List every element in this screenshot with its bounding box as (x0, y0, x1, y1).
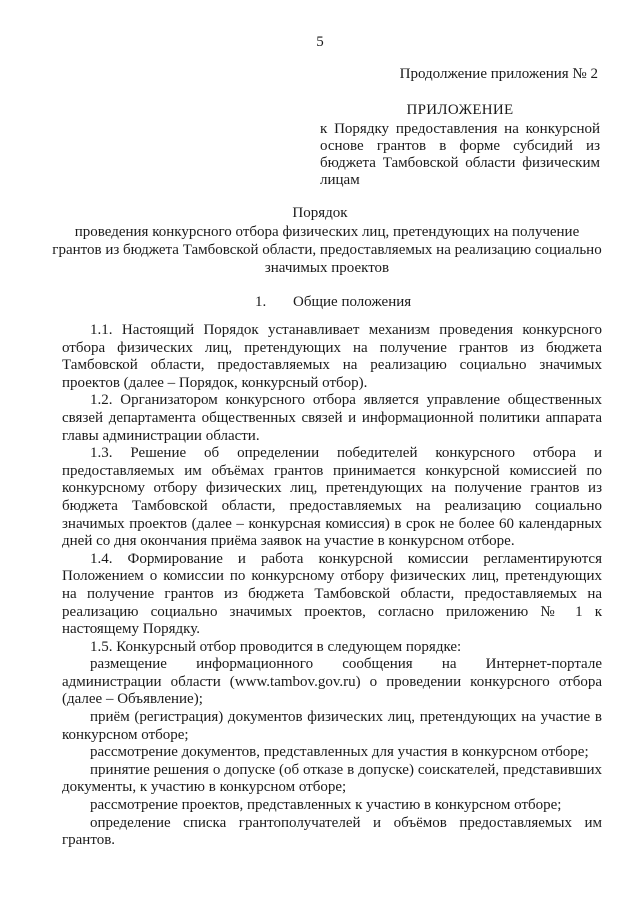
section-number: 1. (255, 294, 267, 310)
appendix-title: ПРИЛОЖЕНИЕ (406, 102, 514, 118)
section-title: Общие положения (293, 294, 412, 310)
paragraph: рассмотрение документов, представленных для участия в конкурсном отборе; (90, 744, 589, 761)
document-subtitle: проведения конкурсного отбора физических лиц, претендующих на получение грантов из бюджета Тамбовской области, предоставляемых на реализацию социально значимых проектов (52, 224, 602, 276)
appendix-line: бюджета Тамбовской области физическим (320, 155, 600, 171)
section-heading (255, 294, 411, 311)
paragraph: принятие решения о допуске (об отказе в допуске) соискателей, представивших документы, к участию в конкурсном отборе; (62, 761, 602, 796)
document-body (62, 322, 602, 850)
continuation-note: Продолжение приложения № 2 (399, 66, 598, 82)
appendix-reference (320, 121, 600, 189)
paragraph: 1.1. Настоящий Порядок устанавливает механизм проведения конкурсного отбора физических лиц, претендующих на получение грантов из бюджета Тамбовской области, предоставляемых на реализацию социально значимых проектов (далее – Порядок, конкурсный отбор). (62, 322, 602, 391)
paragraph: 1.2. Организатором конкурсного отбора является управление общественных связей департамента общественных связей и информационной политики аппарата главы администрации области. (62, 392, 602, 444)
paragraph: 1.5. Конкурсный отбор проводится в следующем порядке: (90, 638, 462, 655)
paragraph: рассмотрение проектов, представленных к участию в конкурсном отборе; (90, 797, 562, 814)
paragraph: размещение информационного сообщения на Интернет-портале администрации области (www.tambov.gov.ru) о проведении конкурсного отбора (далее – Объявление); (62, 656, 602, 708)
page-number: 5 (316, 34, 324, 50)
paragraph: 1.4. Формирование и работа конкурсной комиссии регламентируются Положением о комиссии по конкурсному отбору физических лиц, претендующих на получение грантов из бюджета Тамбовской области, предоставляемых на реализацию социально значимых проектов, согласно приложению № 1 к настоящему Порядку. (62, 550, 602, 638)
appendix-line: основе грантов в форме субсидий из (320, 138, 600, 154)
document-title: Порядок (292, 205, 348, 221)
appendix-line: лицам (320, 172, 360, 188)
paragraph: 1.3. Решение об определении победителей конкурсного отбора и предоставляемых им объёмах грантов принимается конкурсной комиссией по конкурсному отбору физических лиц, претендующих на получение грантов из бюджета Тамбовской области, предоставляемых на реализацию социально значимых проектов (далее – конкурсная комиссия) в срок не более 60 календарных дней со дня окончания приёма заявок на участие в конкурсном отборе. (62, 445, 602, 550)
appendix-line: к Порядку предоставления на конкурсной (320, 121, 600, 137)
paragraph: приём (регистрация) документов физических лиц, претендующих на участие в конкурсном отборе; (62, 709, 602, 743)
paragraph: определение списка грантополучателей и объёмов предоставляемых им грантов. (62, 814, 602, 849)
